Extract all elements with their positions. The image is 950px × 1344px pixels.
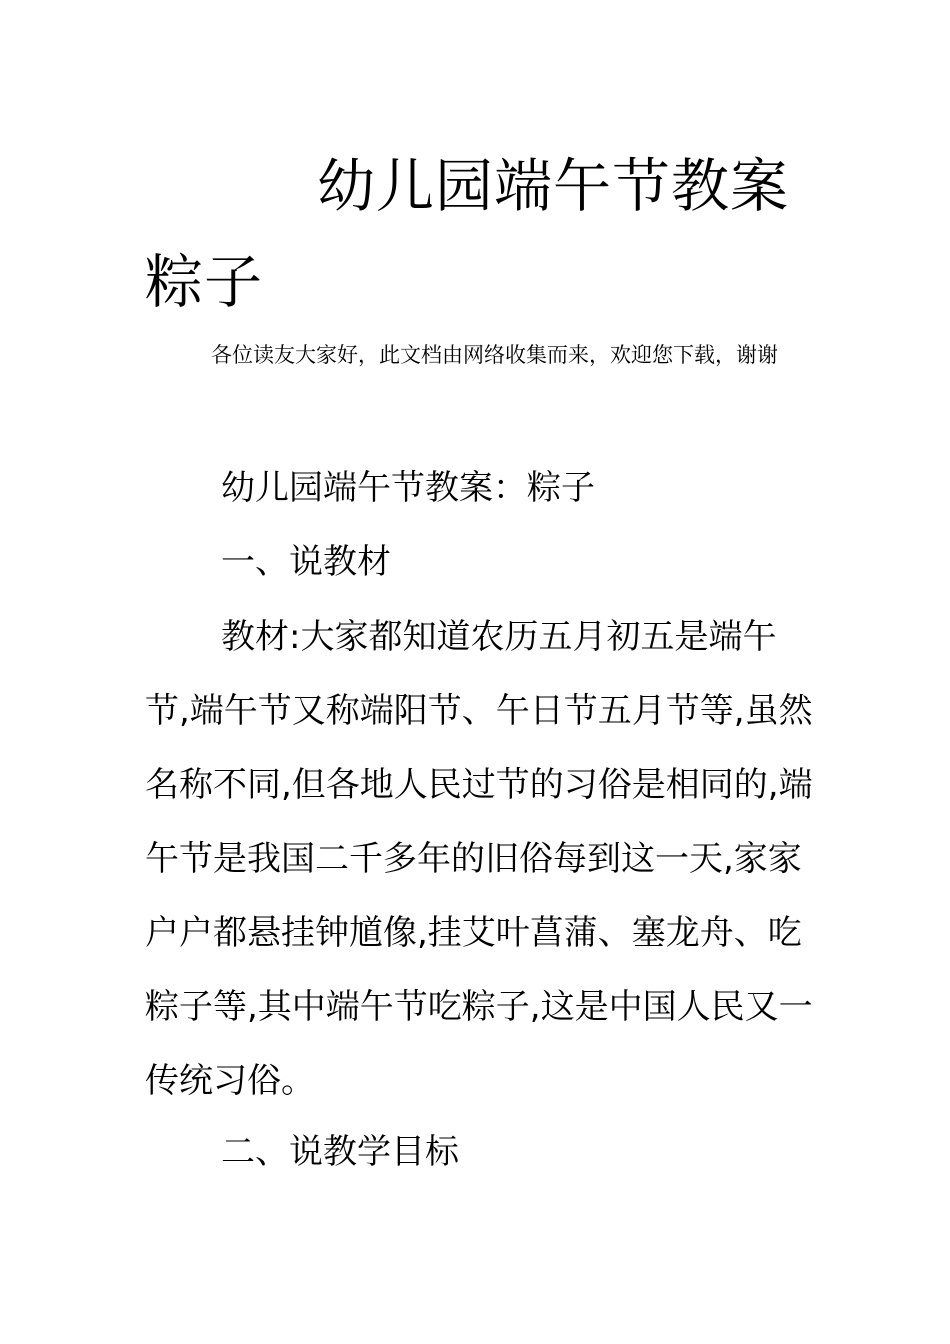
section-heading-1: 一、说教材 (221, 542, 391, 582)
intro-note: 各位读友大家好，此文档由网络收集而来，欢迎您下载，谢谢 (211, 343, 778, 367)
lesson-subtitle: 幼儿园端午节教案：粽子 (221, 468, 595, 508)
section-heading-2: 二、说教学目标 (221, 1132, 459, 1172)
document-title: 幼儿园端午节教案粽子 (145, 152, 790, 316)
section-paragraph-1: 教材:大家都知道农历五月初五是端午节,端午节又称端阳节、午日节五月节等,虽然名称不同,但各地人民过节的习俗是相同的,端午节是我国二千多年的旧俗每到这一天,家家户户都悬挂钟馗像,挂艾叶菖蒲、塞龙舟、吃粽子等,其中端午节吃粽子,这是中国人民又一传统习俗。 (145, 617, 813, 1101)
document-body (145, 462, 817, 1200)
